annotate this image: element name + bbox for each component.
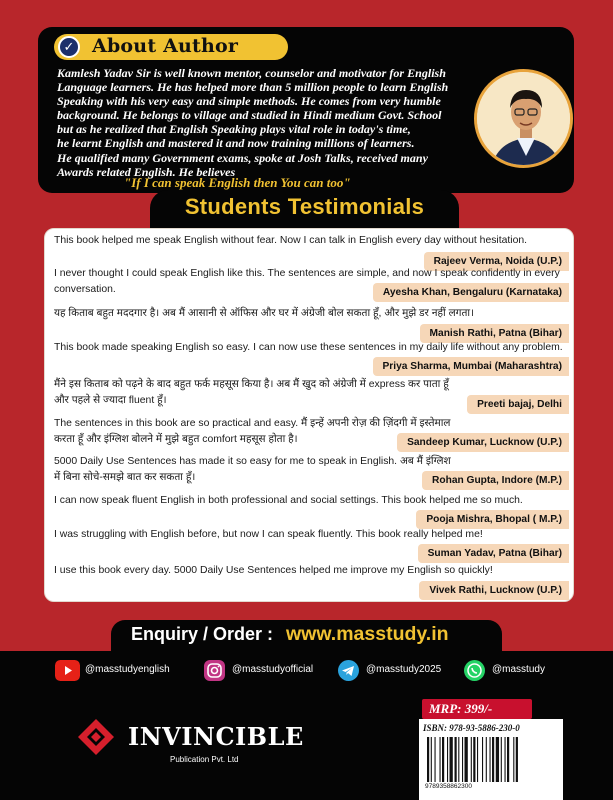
author-bio-line: Language learners. He has helped more than 5 million people to learn English	[57, 80, 449, 95]
author-bio-line: he learnt English and mastered it and now training millions of learners.	[57, 136, 415, 151]
mrp-text: MRP: 399/-	[429, 701, 493, 716]
barcode-bar	[435, 737, 436, 782]
barcode-bar	[505, 737, 506, 782]
publisher-name: INVINCIBLE	[128, 722, 304, 751]
barcode-bar	[473, 737, 475, 782]
social-handle: @masstudy2025	[366, 664, 442, 675]
social-handle: @masstudyofficial	[232, 664, 314, 675]
testimonial-text: This book helped me speak English without fear. Now I can talk in English every day without hesitation.	[54, 235, 528, 246]
barcode-bar	[471, 737, 472, 782]
author-bio	[57, 66, 477, 179]
testimonial-author: Pooja Mishra, Bhopal ( M.P.)	[416, 510, 569, 529]
testimonial-author: Rajeev Verma, Noida (U.P.)	[424, 252, 569, 271]
author-bio-line: background. He belongs to village and studied in Hindi medium Govt. School	[57, 108, 442, 123]
barcode-bar	[501, 737, 502, 782]
barcode-bar	[455, 737, 457, 782]
barcode-bar	[513, 737, 514, 782]
publisher-logo-icon	[76, 717, 116, 757]
testimonial-item	[54, 493, 569, 525]
barcode-bar	[486, 737, 487, 782]
social-handle: @masstudy	[492, 664, 545, 675]
checkmark-icon: ✓	[58, 36, 80, 58]
barcode-bar	[440, 737, 441, 782]
instagram-icon	[202, 660, 227, 681]
author-bio-line: Speaking with his very easy and simple methods. He comes from very humble	[57, 94, 441, 109]
testimonial-item	[54, 454, 569, 492]
testimonial-text: I was struggling with English before, but now I can speak fluently. This book really helped me!	[54, 529, 483, 540]
barcode-bar	[477, 737, 478, 782]
barcode-bar	[516, 737, 518, 782]
testimonial-author: Preeti bajaj, Delhi	[467, 395, 569, 414]
isbn-box	[419, 719, 563, 800]
youtube-icon	[55, 660, 80, 681]
publisher-subtitle: Publication Pvt. Ltd	[170, 755, 239, 764]
enquiry-banner	[111, 620, 502, 651]
testimonial-author: Manish Rathi, Patna (Bihar)	[420, 324, 569, 343]
testimonial-item	[54, 266, 569, 306]
barcode-number: 9789358862300	[425, 783, 472, 790]
author-bio-line: He qualified many Government exams, spoke at Josh Talks, received many	[57, 150, 428, 165]
barcode-bar	[465, 737, 468, 782]
barcode-bar	[450, 737, 453, 782]
about-author-header	[54, 34, 288, 60]
social-links-bar	[0, 651, 613, 689]
testimonials-card	[44, 228, 574, 602]
barcode	[425, 737, 553, 782]
testimonial-author: Sandeep Kumar, Lucknow (U.P.)	[397, 433, 569, 452]
testimonial-item	[54, 416, 569, 454]
price-tag	[422, 699, 532, 719]
testimonial-text: I use this book every day. 5000 Daily Use Sentences helped me improve my English so quickly!	[54, 565, 493, 576]
barcode-bar	[507, 737, 509, 782]
testimonial-item	[54, 527, 569, 563]
testimonial-author: Suman Yadav, Patna (Bihar)	[418, 544, 569, 563]
testimonial-text: 5000 Daily Use Sentences has made it so easy for me to speak in English. अब मैं इंग्लिश में बिना सोचे-समझे बात कर सकता हूँ।	[54, 456, 451, 484]
testimonials-header	[150, 190, 459, 232]
about-author-panel	[38, 27, 574, 193]
testimonial-author: Vivek Rathi, Lucknow (U.P.)	[419, 581, 569, 600]
testimonial-author: Rohan Gupta, Indore (M.P.)	[422, 471, 569, 490]
barcode-bar	[442, 737, 444, 782]
author-bio-line: Kamlesh Yadav Sir is well known mentor, counselor and motivator for English	[57, 66, 446, 80]
testimonial-text: यह किताब बहुत मददगार है। अब मैं आसानी से ऑफिस और घर में अंग्रेजी बोल सकता हूँ, और मुझे डर नहीं लगता।	[54, 308, 475, 319]
testimonial-item	[54, 306, 569, 343]
barcode-bar	[490, 737, 491, 782]
author-bio-line: but as he realized that English Speaking plays vital role in today's time,	[57, 122, 411, 137]
barcode-bar	[492, 737, 494, 782]
author-portrait	[474, 69, 573, 168]
telegram-icon	[336, 660, 361, 681]
testimonial-author: Priya Sharma, Mumbai (Maharashtra)	[373, 357, 569, 376]
social-link-whatsapp[interactable]	[462, 660, 567, 681]
author-portrait-image	[477, 72, 573, 168]
social-handle: @masstudyenglish	[85, 664, 170, 675]
barcode-bar	[427, 737, 429, 782]
barcode-bar	[462, 737, 463, 782]
testimonial-item	[54, 563, 569, 601]
testimonial-text: I can now speak fluent English in both professional and social settings. This book helped me so much.	[54, 495, 523, 506]
testimonial-text: The sentences in this book are so practical and easy. मैं इन्हें अपनी रोज़ की ज़िंदगी में इस्तेमाल करता हूँ और इंग्लिश बोलने में मुझे बहुत comfort महसूस होता है।	[54, 418, 451, 446]
author-quote: "If I can speak English then You can too"	[124, 175, 351, 190]
testimonial-text: मैंने इस किताब को पढ़ने के बाद बहुत फर्क महसूस किया है। अब मैं खुद को अंग्रेजी में express कर पाता हूँ और पहले से ज्यादा fluent हूँ।	[54, 379, 449, 407]
testimonial-author: Ayesha Khan, Bengaluru (Karnataka)	[373, 283, 569, 302]
testimonial-item	[54, 340, 569, 379]
testimonial-item	[54, 377, 569, 415]
author-bio-line: Awards related English. He believes	[57, 164, 236, 179]
barcode-bar	[482, 737, 483, 782]
testimonials-title: Students Testimonials	[184, 194, 425, 219]
whatsapp-icon	[462, 660, 487, 681]
enquiry-label: Enquiry / Order :	[131, 624, 274, 644]
barcode-bar	[447, 737, 448, 782]
barcode-bar	[431, 737, 432, 782]
barcode-bar	[458, 737, 459, 782]
social-link-telegram[interactable]	[336, 660, 464, 681]
testimonial-text: This book made speaking English so easy. I can now use these sentences in my daily life without any problem.	[54, 342, 563, 353]
social-link-youtube[interactable]	[55, 660, 190, 681]
about-author-title: About Author	[92, 35, 239, 57]
isbn-text: ISBN: 978-93-5886-230-0	[423, 723, 520, 733]
testimonial-text: I never thought I could speak English like this. The sentences are simple, and now I speak confidently in every conversation.	[54, 268, 560, 296]
barcode-bar	[496, 737, 499, 782]
social-link-instagram[interactable]	[202, 660, 332, 681]
footer	[0, 689, 613, 800]
website-link[interactable]: www.masstudy.in	[286, 623, 449, 645]
